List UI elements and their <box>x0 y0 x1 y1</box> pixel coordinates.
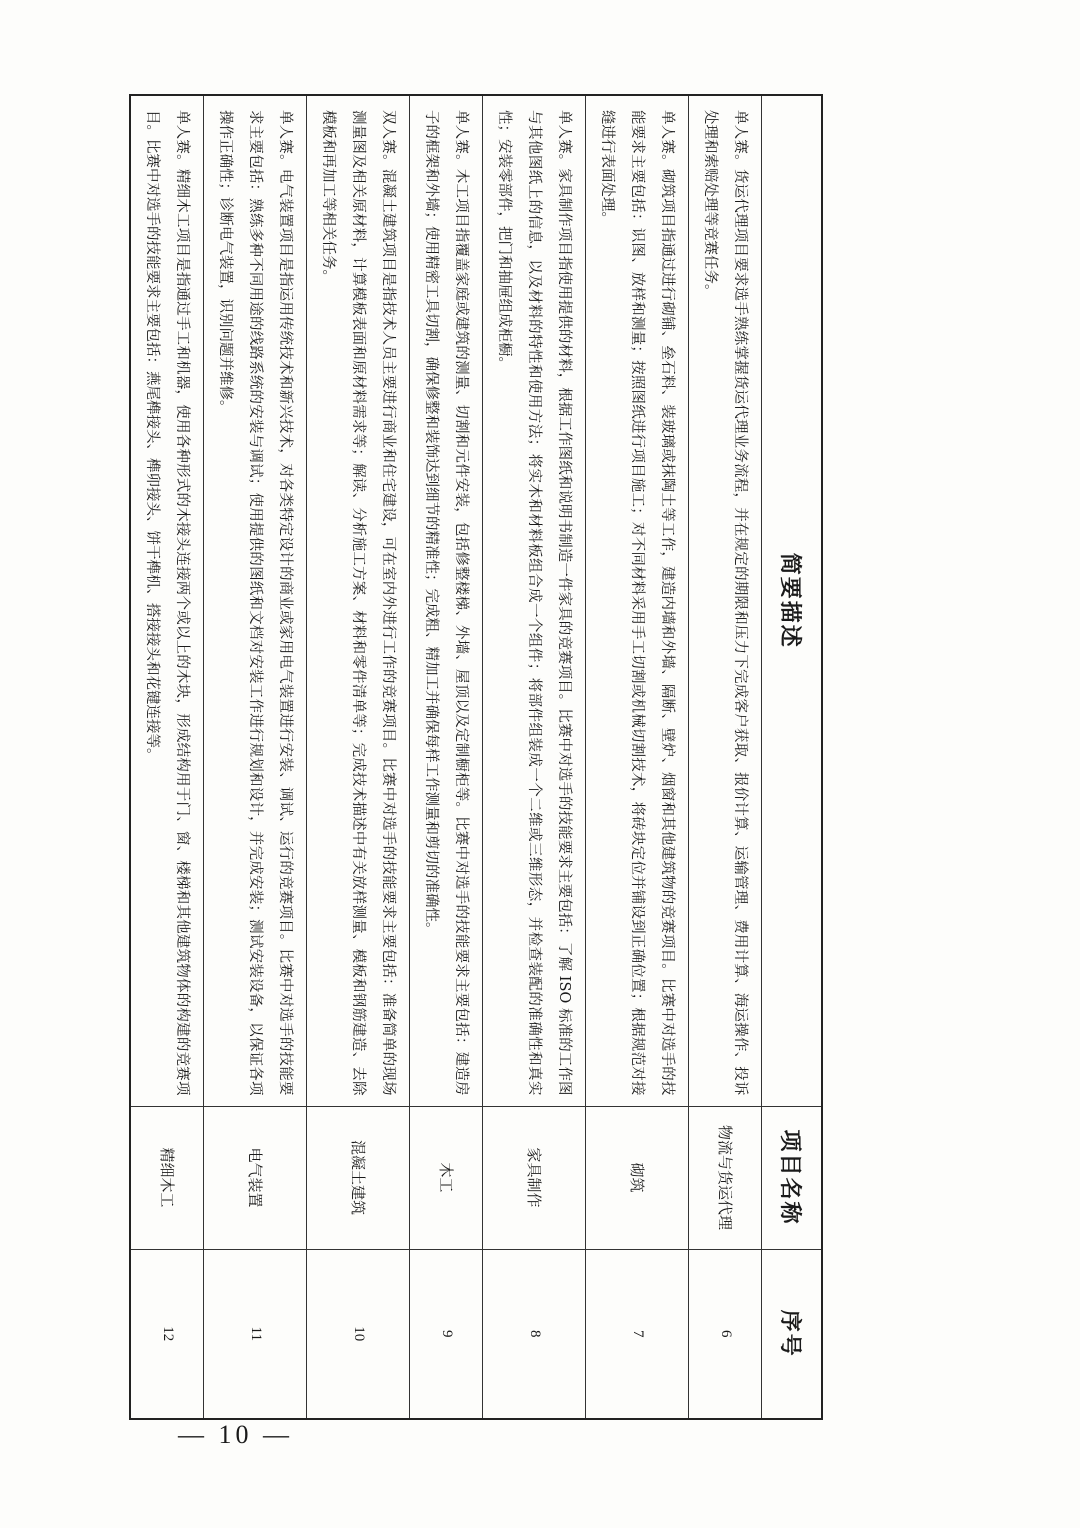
competition-items-table <box>130 94 824 1420</box>
row-description: 单人赛。精细木工项目是指通过手工和机器，使用各种形式的木接头连接两个或以上的木块，形成结构用于门、窗、楼梯和其他建筑物体的构建的竞赛项目。比赛中对选手的技能要求主要包括：燕尾榫接头、榫卯接头、饼干榫机、搭接接头和花键连接等。 <box>131 95 205 1106</box>
row-number: 8 <box>483 1249 586 1419</box>
table-row <box>483 95 586 1419</box>
table-row <box>586 95 689 1419</box>
rotated-table-wrapper <box>144 94 823 1418</box>
table-row <box>307 95 410 1419</box>
row-number: 6 <box>689 1249 762 1419</box>
table-header-row <box>762 95 822 1419</box>
table-row <box>410 95 483 1419</box>
header-number: 序号 <box>762 1249 822 1419</box>
row-number: 10 <box>307 1249 410 1419</box>
row-number: 9 <box>410 1249 483 1419</box>
row-description: 单人赛。货运代理项目要求选手熟练掌握货运代理业务流程，并在规定的期限和压力下完成客户获取、报价计算、运输管理、费用计算、海运操作、投诉处理和索赔处理等竞赛任务。 <box>689 95 762 1106</box>
row-description: 单人赛。砌筑项目指通过进行砌铺、垒石料、装玻璃或抹陶土等工作，建造内墙和外墙、隔断、壁炉、烟窗和其他建筑物的竞赛项目。比赛中对选手的技能要求主要包括：识图、放样和测量；按照图纸进行项目施工；对不同材料采用手工切割或机械切割技术，将砖块定位并铺设到正确位置；根据规范对接缝进行表面处理。 <box>586 95 689 1106</box>
row-name: 砌筑 <box>586 1106 689 1249</box>
row-description: 双人赛。混凝土建筑项目是指技术人员主要进行商业和住宅建设，可在室内外进行工作的竞赛项目。比赛中对选手的技能要求主要包括：准备简单的现场测量图及相关原材料，计算模板表面和原材料需求等；解读、分析施工方案、材料和零件清单等；完成技术描述中有关放样测量、模板和钢筋建造、去除模板和再加工等相关任务。 <box>307 95 410 1106</box>
header-description: 简要描述 <box>762 95 822 1106</box>
row-description: 单人赛。电气装置项目是指运用传统技术和新兴技术，对各类特定设计的商业或家用电气装置进行安装、调试、运行的竞赛项目。比赛中对选手的技能要求主要包括：熟练多种不同用途的线路系统的安装与调试；使用提供的图纸和文档对安装工作进行规划和设计，并完成安装；测试安装设备，以保证各项操作正确性；诊断电气装置，识别问题并维修。 <box>204 95 307 1106</box>
table-row <box>204 95 307 1419</box>
row-name: 物流与货运代理 <box>689 1106 762 1249</box>
row-name: 电气装置 <box>204 1106 307 1249</box>
row-number: 7 <box>586 1249 689 1419</box>
row-number: 12 <box>131 1249 205 1419</box>
table-row <box>689 95 762 1419</box>
row-name: 木工 <box>410 1106 483 1249</box>
page-number: — 10 — <box>178 1420 293 1449</box>
row-name: 家具制作 <box>483 1106 586 1249</box>
row-description: 单人赛。家具制作项目指使用提供的材料，根据工作图纸和说明书制造一件家具的竞赛项目。比赛中对选手的技能要求主要包括：了解 ISO 标准的工作图与其他图纸上的信息，以及材料的特性和使用方法；将实木和材料板组合成一个组件；将部件组装成一个二维或三维形态，并检查装配的准确性和真实性；安装零部件，把门和抽屉组成柜橱。 <box>483 95 586 1106</box>
row-number: 11 <box>204 1249 307 1419</box>
table-row <box>131 95 205 1419</box>
row-name: 混凝土建筑 <box>307 1106 410 1249</box>
header-name: 项目名称 <box>762 1106 822 1249</box>
row-name: 精细木工 <box>131 1106 205 1249</box>
row-description: 单人赛。木工项目指覆盖家庭或建筑的测量、切割和元件安装，包括修整楼梯、外墙、屋顶以及定制橱柜等。比赛中对选手的技能要求主要包括：建造房子的框架和外墙；使用精密工具切割，确保修整和装饰达到细节的精准性；完成粗、精加工并确保每样工作测量和剪切的准确性。 <box>410 95 483 1106</box>
